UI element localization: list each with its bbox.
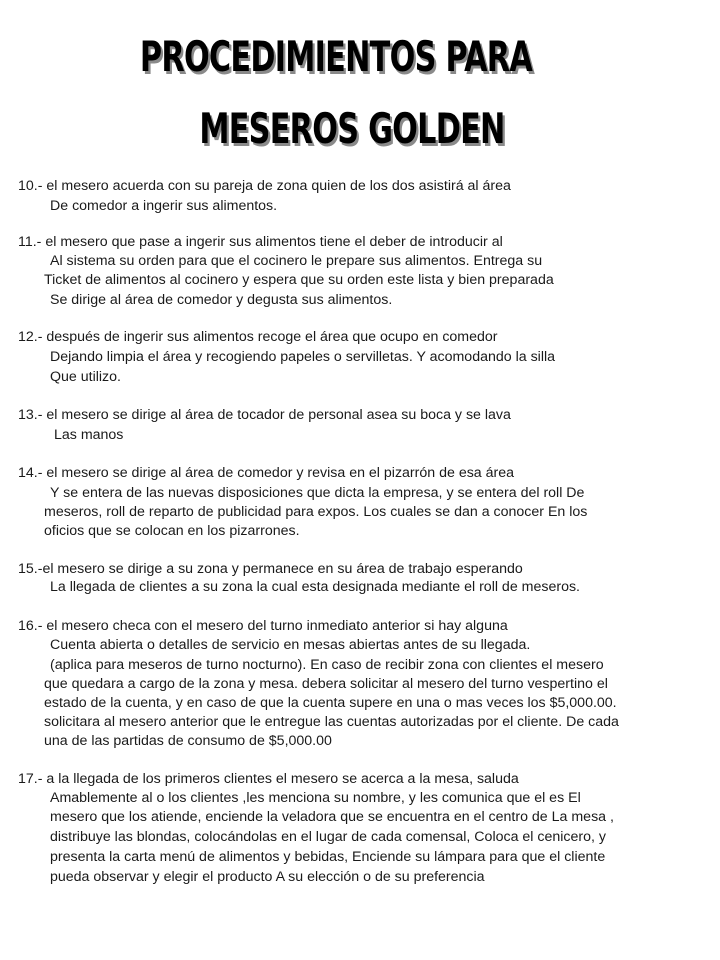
step-16-line-6: solicitara al mesero anterior que le entregue las cuentas autorizadas por el cliente. De cada [44,714,619,730]
step-17-line-3: mesero que los atiende, enciende la veladora que se encuentra en el centro de La mesa , [50,809,614,825]
step-15-line-2: La llegada de clientes a su zona la cual esta designada mediante el roll de meseros. [50,579,581,595]
step-17-line-1: 17.- a la llegada de los primeros clientes el mesero se acerca a la mesa, saluda [18,771,519,787]
step-11-line-4: Se dirige al área de comedor y degusta sus alimentos. [50,292,393,308]
step-16-line-7: una de las partidas de consumo de $5,000.00 [44,733,332,749]
step-10-line-1: 10.- el mesero acuerda con su pareja de zona quien de los dos asistirá al área [18,178,511,194]
step-12-line-1: 12.- después de ingerir sus alimentos recoge el área que ocupo en comedor [18,329,498,345]
step-17-line-2: Amablemente al o los clientes ,les menciona su nombre, y les comunica que el es El [50,790,581,806]
page-title-line-2: MESEROS GOLDEN [199,104,505,153]
step-13-line-1: 13.- el mesero se dirige al área de tocador de personal asea su boca y se lava [18,407,511,423]
step-11-line-3: Ticket de alimentos al cocinero y espera que su orden este lista y bien preparada [44,272,554,288]
step-16-line-1: 16.- el mesero checa con el mesero del turno inmediato anterior si hay alguna [18,618,508,634]
step-14-line-3: meseros, roll de reparto de publicidad para expos. Los cuales se dan a conocer En los [44,504,588,520]
step-17-line-6: pueda observar y elegir el producto A su elección o de su preferencia [50,869,485,885]
step-12-line-2: Dejando limpia el área y recogiendo papeles o servilletas. Y acomodando la silla [50,349,556,365]
step-15-line-1: 15.-el mesero se dirige a su zona y permanece en su área de trabajo esperando [18,561,523,577]
step-13-line-2: Las manos [54,427,124,443]
step-16-line-5: estado de la cuenta, y en caso de que la cuenta supere en una o mas veces los $5,000.00. [44,695,617,711]
step-11-line-1: 11.- el mesero que pase a ingerir sus alimentos tiene el deber de introducir al [18,234,503,250]
step-16-line-4: que quedara a cargo de la zona y mesa. debera solicitar al mesero del turno vespertino el [44,676,608,692]
step-17-line-5: presenta la carta menú de alimentos y bebidas, Enciende su lámpara para que el cliente [50,849,606,865]
step-11-line-2: Al sistema su orden para que el cocinero le prepare sus alimentos. Entrega su [50,253,543,269]
step-12-line-3: Que utilizo. [50,369,121,385]
step-17-line-4: distribuye las blondas, colocándolas en el lugar de cada comensal, Coloca el cenicero, y [50,829,607,845]
step-16-line-2: Cuenta abierta o detalles de servicio en mesas abiertas antes de su llegada. [50,637,531,653]
step-14-line-1: 14.- el mesero se dirige al área de comedor y revisa en el pizarrón de esa área [18,465,515,481]
step-14-line-2: Y se entera de las nuevas disposiciones que dicta la empresa, y se entera del roll De [50,485,585,501]
step-10-line-2: De comedor a ingerir sus alimentos. [50,198,278,214]
step-16-line-3: (aplica para meseros de turno nocturno). En caso de recibir zona con clientes el mesero [50,657,604,673]
page-title-line-1: PROCEDIMIENTOS PARA [139,32,533,81]
step-14-line-4: oficios que se colocan en los pizarrones. [44,523,300,539]
